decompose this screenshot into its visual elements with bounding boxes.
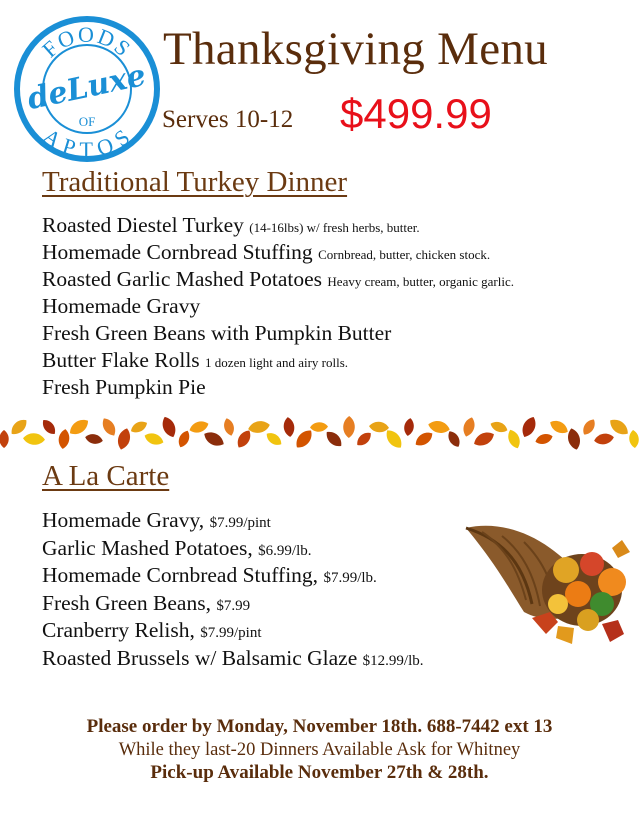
item-name: Fresh Green Beans with Pumpkin Butter [42,321,392,345]
leaf-shape [57,428,70,449]
leaf-shape [519,415,539,440]
logo-mid-text: OF [78,114,96,129]
leaf-shape [247,419,271,435]
availability-text: While they last-20 Dinners Available Ask for Whitney [118,740,521,760]
leaf-shape [403,417,415,436]
item-name: Roasted Diestel Turkey [42,213,250,237]
leaf-shape [505,428,522,450]
leaf-shape [176,429,192,449]
package-price: $499.99 [340,90,492,137]
item-name: Homemade Gravy, [42,508,210,532]
list-item [42,618,424,646]
leaf-shape [343,416,355,438]
cornucopia-illustration [462,508,634,650]
logo-bottom-text: APTOS [38,123,136,162]
item-price: $12.99/lb. [362,652,424,669]
logo-top-text: FOODS [37,21,137,63]
a-la-carte-heading: A La Carte [42,460,170,492]
leaf-shape [593,432,615,446]
item-price: $7.99 [216,597,251,614]
item-note: (14-16lbs) w/ fresh herbs, butter. [249,220,420,235]
leaf-shape [566,427,583,451]
leaf-shape [472,429,497,449]
item-name: Homemade Cornbread Stuffing, [42,563,324,587]
item-name: Fresh Green Beans, [42,590,217,615]
list-item [42,646,424,674]
leaf-shape [534,432,554,447]
list-item [42,348,514,375]
leaf-shape [580,417,598,437]
list-item [42,563,424,591]
leaf-shape [84,433,104,446]
leaf-shape [40,417,59,437]
leaf-shape [489,419,509,434]
list-item [42,321,514,348]
leaf-shape [383,427,406,451]
leaf-shape [427,419,451,435]
list-item [42,294,514,321]
deluxe-foods-logo [12,14,162,164]
item-name: Fresh Pumpkin Pie [42,375,206,399]
item-price: $7.99/pint [209,515,271,531]
leaf-shape [628,430,639,449]
item-name: Roasted Garlic Mashed Potatoes [42,267,328,291]
leaf-shape [323,428,345,449]
list-item [42,536,424,564]
leaf-shape [461,416,477,438]
item-note: 1 dozen light and airy rolls. [205,355,349,370]
dinner-item-list [42,213,514,402]
serves-count: Serves 10-12 [162,106,294,133]
leaf-shape [283,416,296,437]
item-name: Homemade Cornbread Stuffing [42,240,319,264]
item-name: Homemade Gravy [42,294,201,318]
leaf-shape [129,419,149,436]
item-price: $7.99/pint [200,625,262,641]
logo-script-text: deLuxe [24,57,149,118]
item-note: Heavy cream, butter, organic garlic. [327,274,514,289]
dinner-heading: Traditional Turkey Dinner [42,166,348,198]
list-item [42,375,514,402]
leaf-shape [99,416,118,439]
list-item [42,213,514,240]
item-price: $7.99/lb. [323,570,377,586]
list-item [42,508,424,536]
leaf-shape [354,429,374,448]
leaf-shape [293,427,316,451]
page-title: Thanksgiving Menu [163,23,548,75]
carte-item-list [42,508,424,673]
leaf-shape [67,416,92,438]
leaf-shape [445,429,462,449]
leaf-shape [310,422,328,432]
leaf-shape [264,430,284,448]
leaf-shape [188,419,210,435]
leaf-shape [202,429,227,450]
leaf-shape [8,416,30,437]
pickup-text: Pick-up Available November 27th & 28th. [150,762,489,783]
list-item [42,267,514,294]
leaf-shape [548,418,571,437]
leaf-shape [159,415,178,440]
item-price: $6.99/lb. [258,542,312,559]
item-name: Butter Flake Rolls [42,348,206,372]
leaf-shape [413,429,435,449]
item-note: Cornbread, butter, chicken stock. [318,247,491,262]
leaf-shape [115,427,132,451]
leaf-shape [369,421,390,433]
item-name: Cranberry Relish, [42,618,201,642]
order-deadline-text: Please order by Monday, November 18th. 688-7442 ext 13 [86,716,553,737]
leaf-shape [0,430,9,448]
item-name: Roasted Brussels w/ Balsamic Glaze [42,645,363,670]
leaf-shape [23,432,46,445]
item-name: Garlic Mashed Potatoes, [42,535,259,560]
list-item [42,240,514,267]
list-item [42,591,424,619]
autumn-leaf-border [0,410,639,456]
leaf-shape [234,428,254,451]
leaf-shape [222,417,236,437]
leaf-shape [143,431,165,448]
